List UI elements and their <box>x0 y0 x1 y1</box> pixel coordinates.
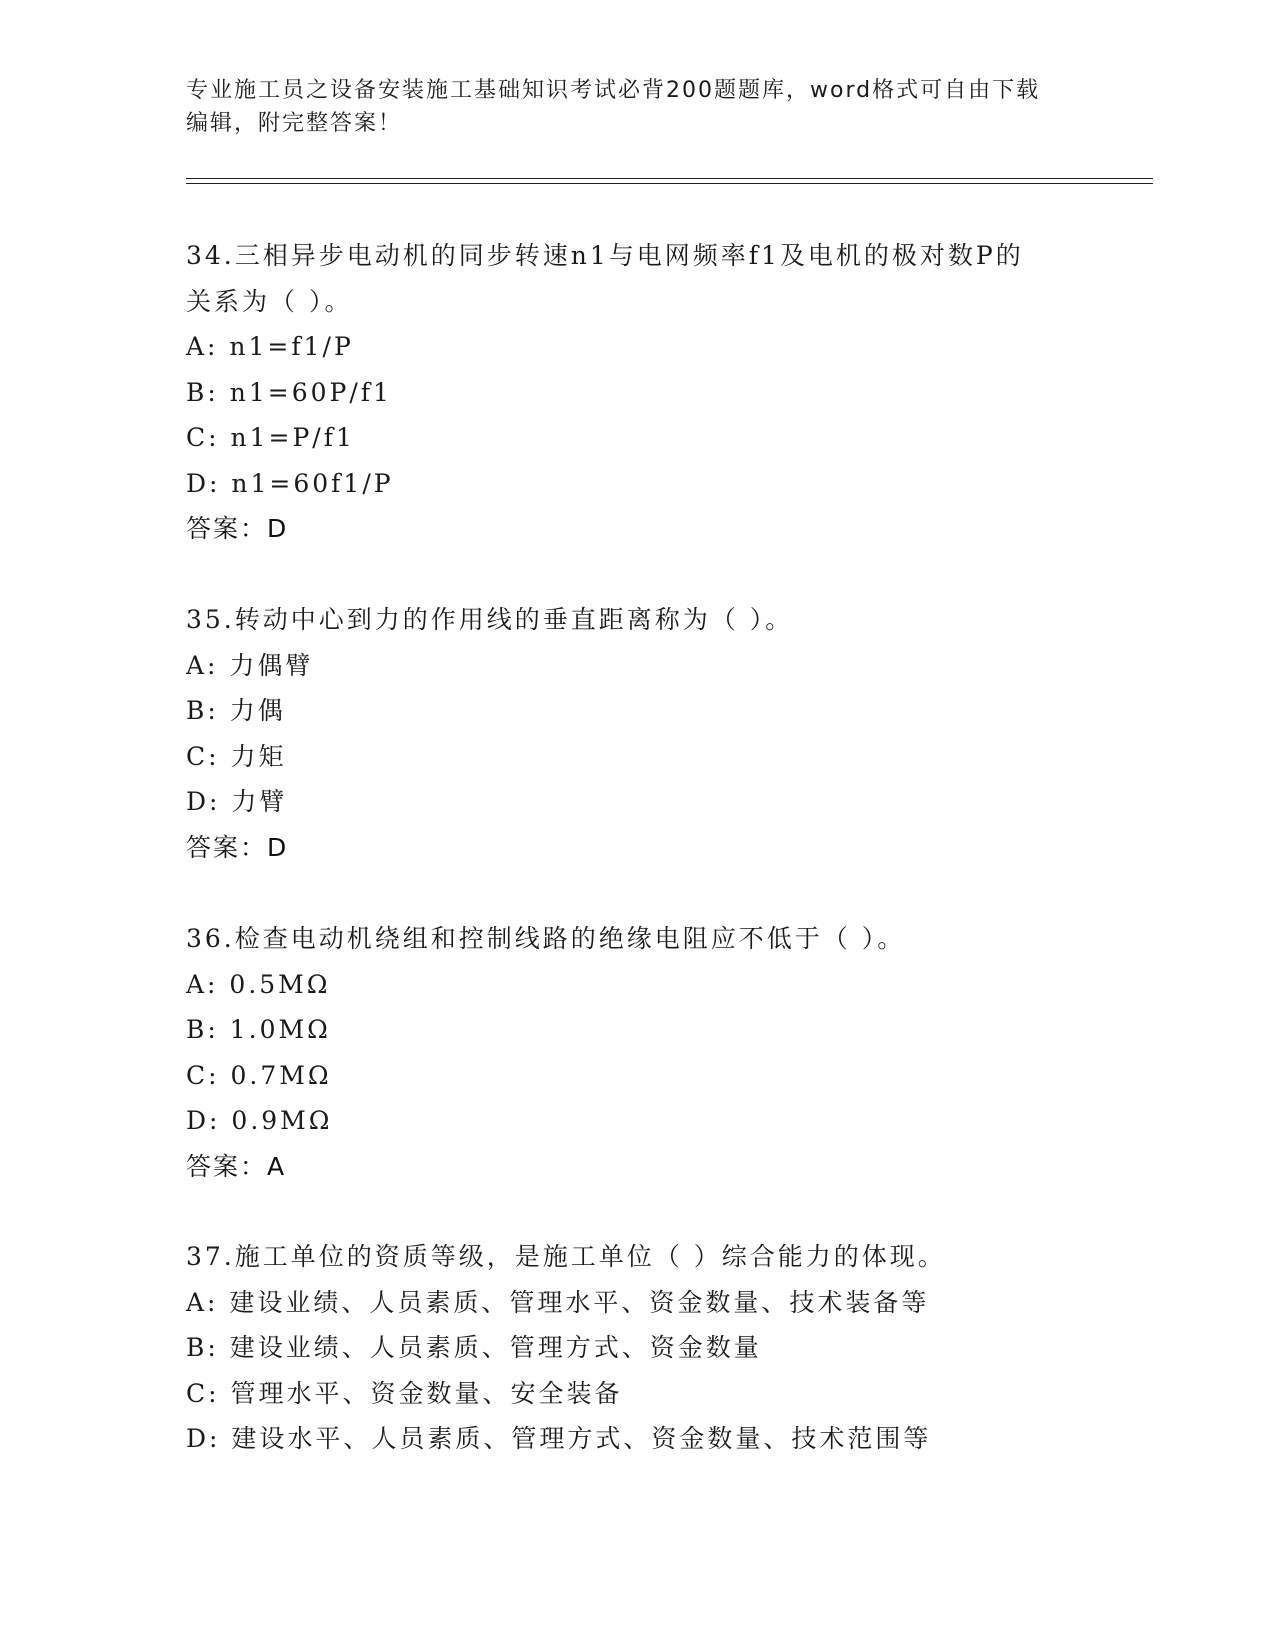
option-d: D: n1=60f1/P <box>186 468 394 498</box>
answer-line: 答案：A <box>186 1151 287 1181</box>
header-divider-top <box>186 178 1153 179</box>
option-d: D: 力臂 <box>186 787 288 816</box>
document-header <box>186 74 1086 140</box>
option-b: B: 1.0MΩ <box>186 1015 331 1044</box>
question-36 <box>186 916 1086 1189</box>
question-stem-line: 关系为（ ）。 <box>186 286 353 316</box>
header-line-1: 专业施工员之设备安装施工基础知识考试必背200题题库，word格式可自由下载 <box>186 78 1041 103</box>
option-c: C: 0.7MΩ <box>186 1060 332 1090</box>
option-c: C: 力矩 <box>186 741 287 771</box>
option-b: B: 力偶 <box>186 696 286 725</box>
option-c: C: n1=P/f1 <box>186 423 355 452</box>
header-divider-bottom <box>186 183 1153 184</box>
question-stem-line: 37.施工单位的资质等级，是施工单位（ ）综合能力的体现。 <box>186 1242 946 1271</box>
question-35 <box>186 597 1086 870</box>
answer-line: 答案：D <box>186 514 289 543</box>
header-line-2: 编辑，附完整答案！ <box>186 111 403 136</box>
option-d: D: 0.9MΩ <box>186 1106 333 1135</box>
question-stem-line: 35.转动中心到力的作用线的垂直距离称为（ ）。 <box>186 605 794 634</box>
option-c: C: 管理水平、资金数量、安全装备 <box>186 1378 623 1408</box>
option-a: A: n1=f1/P <box>186 332 354 361</box>
answer-line: 答案：D <box>186 832 289 862</box>
option-b: B: 建设业绩、人员素质、管理方式、资金数量 <box>186 1333 762 1362</box>
question-stem-line: 34.三相异步电动机的同步转速n1与电网频率f1及电机的极对数P的 <box>186 241 1024 270</box>
question-37 <box>186 1234 1086 1462</box>
option-b: B: n1=60P/f1 <box>186 377 392 407</box>
option-a: A: 建设业绩、人员素质、管理水平、资金数量、技术装备等 <box>186 1287 930 1317</box>
question-34 <box>186 233 1086 552</box>
option-a: A: 0.5MΩ <box>186 969 331 999</box>
option-a: A: 力偶臂 <box>186 650 314 680</box>
question-stem-line: 36.检查电动机绕组和控制线路的绝缘电阻应不低于（ ）。 <box>186 924 906 953</box>
option-d: D: 建设水平、人员素质、管理方式、资金数量、技术范围等 <box>186 1424 932 1453</box>
